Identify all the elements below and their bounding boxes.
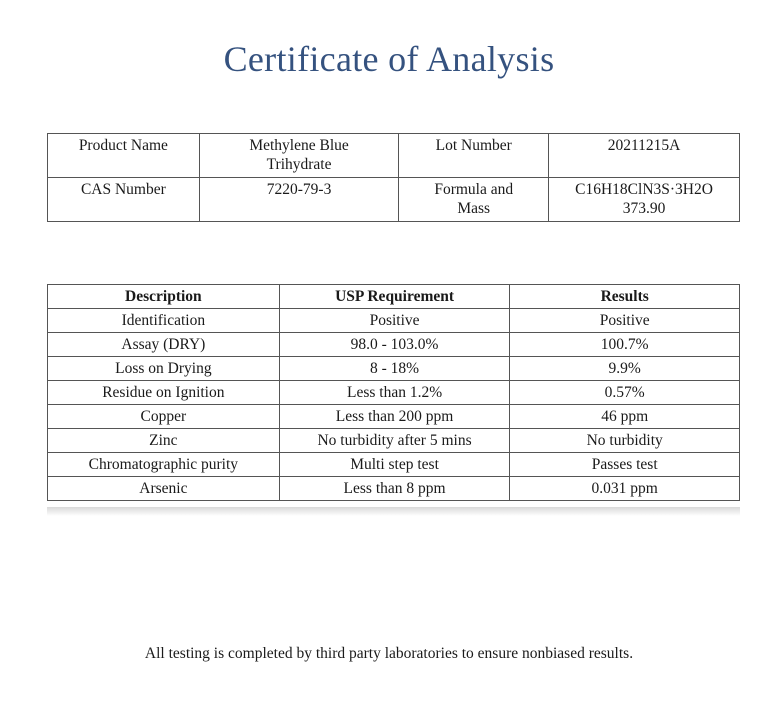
usp-requirement: 8 - 18% — [279, 357, 510, 381]
table-row — [48, 333, 740, 357]
product-name-value — [199, 134, 399, 178]
test-result: 9.9% — [510, 357, 740, 381]
formula-label — [399, 178, 549, 222]
table-row — [48, 477, 740, 501]
usp-requirement: Positive — [279, 309, 510, 333]
table-row — [48, 309, 740, 333]
mass-value-text: 373.90 — [622, 200, 666, 217]
table-shadow — [47, 507, 740, 516]
table-row — [48, 429, 740, 453]
product-info-row — [48, 134, 740, 178]
product-name-line: Trihydrate — [266, 156, 332, 173]
test-description: Zinc — [48, 429, 280, 453]
test-description: Arsenic — [48, 477, 280, 501]
formula-label-line: Mass — [457, 200, 491, 217]
lot-number-value: 20211215A — [549, 134, 740, 178]
test-description: Assay (DRY) — [48, 333, 280, 357]
test-description: Copper — [48, 405, 280, 429]
test-description: Chromatographic purity — [48, 453, 280, 477]
usp-requirement: Less than 200 ppm — [279, 405, 510, 429]
table-row — [48, 405, 740, 429]
test-result: Passes test — [510, 453, 740, 477]
column-header-description: Description — [48, 285, 280, 309]
table-row — [48, 381, 740, 405]
product-name-label: Product Name — [48, 134, 200, 178]
cas-number-value: 7220-79-3 — [199, 178, 399, 222]
test-result: 46 ppm — [510, 405, 740, 429]
product-info-table — [47, 133, 740, 222]
formula-value — [549, 178, 740, 222]
test-result: Positive — [510, 309, 740, 333]
results-table — [47, 284, 740, 501]
page-title: Certificate of Analysis — [223, 39, 555, 79]
usp-requirement: 98.0 - 103.0% — [279, 333, 510, 357]
test-description: Identification — [48, 309, 280, 333]
results-body — [48, 309, 740, 501]
usp-requirement: Less than 8 ppm — [279, 477, 510, 501]
column-header-usp-requirement: USP Requirement — [279, 285, 510, 309]
table-row — [48, 357, 740, 381]
usp-requirement: Multi step test — [279, 453, 510, 477]
table-row — [48, 453, 740, 477]
product-info-row — [48, 178, 740, 222]
results-header-row — [48, 285, 740, 309]
footer-note: All testing is completed by third party laboratories to ensure nonbiased results. — [144, 645, 634, 662]
cas-number-label: CAS Number — [48, 178, 200, 222]
product-name-line: Methylene Blue — [249, 137, 349, 154]
test-description: Residue on Ignition — [48, 381, 280, 405]
test-result: 0.031 ppm — [510, 477, 740, 501]
test-result: 0.57% — [510, 381, 740, 405]
lot-number-label: Lot Number — [399, 134, 549, 178]
column-header-results: Results — [510, 285, 740, 309]
formula-label-line: Formula and — [434, 181, 514, 198]
test-result: 100.7% — [510, 333, 740, 357]
usp-requirement: No turbidity after 5 mins — [279, 429, 510, 453]
test-description: Loss on Drying — [48, 357, 280, 381]
usp-requirement: Less than 1.2% — [279, 381, 510, 405]
test-result: No turbidity — [510, 429, 740, 453]
formula-value-text: C16H18ClN3S·3H2O — [575, 181, 713, 198]
